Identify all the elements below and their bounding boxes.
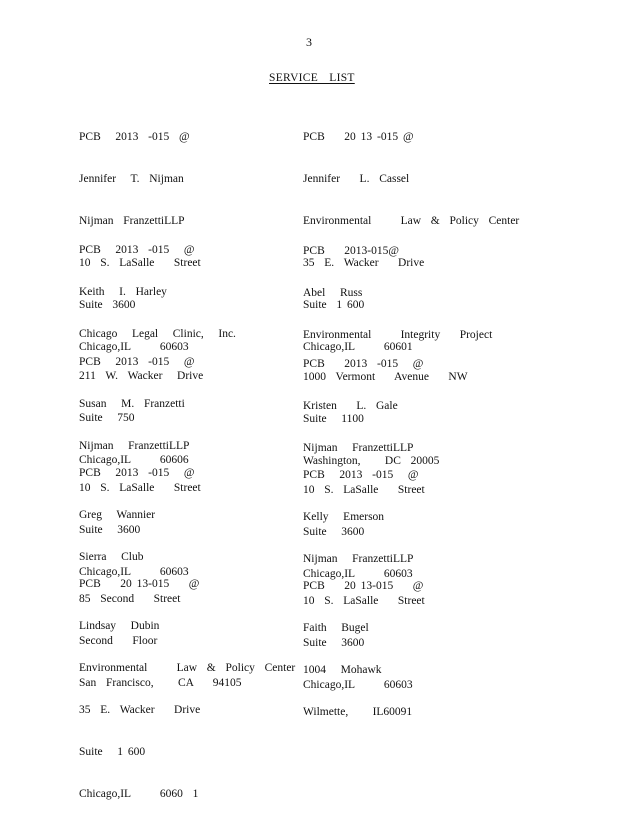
city-state-zip: Chicago,IL 60603 — [79, 566, 189, 578]
floor: Second Floor — [79, 635, 158, 647]
recipient-name: Jennifer T. Nijman — [79, 173, 184, 185]
recipient-name: Faith Bugel — [303, 622, 369, 634]
city-state-zip: Washington, DC 20005 — [303, 455, 440, 467]
organization: Environmental Integrity Project — [303, 329, 493, 341]
case-number: PCB 2013 -015 @ — [303, 469, 419, 481]
case-number: PCB 20 13-015 @ — [79, 578, 200, 590]
recipient-name: Keith I. Harley — [79, 286, 167, 298]
suite: Suite 3600 — [303, 526, 365, 538]
case-number: PCB 2013 -015 @ — [303, 358, 424, 370]
case-number: PCB 2013 -015 @ — [79, 467, 195, 479]
service-entry — [79, 549, 295, 815]
case-number: PCB 2013-015@ — [303, 245, 399, 257]
city-state-zip: Wilmette, IL60091 — [303, 706, 413, 718]
street-address: 10 S. LaSalle Street — [303, 595, 425, 607]
suite: Suite 1 600 — [79, 746, 146, 758]
service-list-heading: SERVICE LIST — [269, 72, 355, 84]
street-address: 35 E. Wacker Drive — [303, 257, 425, 269]
street-address: 1004 Mohawk — [303, 664, 382, 676]
organization: Nijman FranzettiLLP — [303, 442, 414, 454]
city-state-zip: Chicago,IL 60603 — [79, 341, 189, 353]
city-state-zip: San Francisco, CA 94105 — [79, 677, 242, 689]
recipient-name: Abel Russ — [303, 287, 363, 299]
suite: Suite 3600 — [79, 524, 141, 536]
organization: Environmental Law & Policy Center — [79, 662, 296, 674]
street-address: 211 W. Wacker Drive — [79, 370, 204, 382]
suite: Suite 3600 — [79, 299, 136, 311]
suite: Suite 1 600 — [303, 299, 365, 311]
street-address: 35 E. Wacker Drive — [79, 704, 201, 716]
street-address: 10 S. LaSalle Street — [303, 484, 425, 496]
recipient-name: Susan M. Franzetti — [79, 398, 185, 410]
case-number: PCB 2013 -015 @ — [79, 131, 190, 143]
organization: Nijman FranzettiLLP — [79, 440, 190, 452]
street-address: 10 S. LaSalle Street — [79, 257, 201, 269]
street-address: 10 S. LaSalle Street — [79, 482, 201, 494]
recipient-name: Kristen L. Gale — [303, 400, 398, 412]
page-number: 3 — [306, 35, 312, 49]
case-number: PCB 2013 -015 @ — [79, 244, 195, 256]
recipient-name: Lindsay Dubin — [79, 620, 160, 632]
case-number: PCB 20 13-015 @ — [303, 580, 424, 592]
recipient-name: Kelly Emerson — [303, 511, 385, 523]
suite: Suite 1100 — [303, 413, 364, 425]
city-state-zip: Chicago,IL 60606 — [79, 454, 189, 466]
city-state-zip: Chicago,IL 60603 — [303, 568, 413, 580]
case-number: PCB 2013 -015 @ — [79, 356, 195, 368]
suite: Suite 3600 — [303, 637, 365, 649]
suite: Suite 750 — [79, 412, 135, 424]
city-state-zip: Chicago,IL 60601 — [303, 341, 413, 353]
organization: Nijman FranzettiLLP — [303, 553, 414, 565]
organization: Nijman FranzettiLLP — [79, 215, 185, 227]
street-address: 1000 Vermont Avenue NW — [303, 371, 468, 383]
street-address: 85 Second Street — [79, 593, 181, 605]
organization: Environmental Law & Policy Center — [303, 215, 520, 227]
city-state-zip: Chicago,IL 6060 1 — [79, 788, 199, 800]
service-entry — [303, 551, 423, 733]
recipient-name: Greg Wannier — [79, 509, 156, 521]
organization: Chicago Legal Clinic, Inc. — [79, 328, 236, 340]
recipient-name: Jennifer L. Cassel — [303, 173, 410, 185]
city-state-zip: Chicago,IL 60603 — [303, 679, 413, 691]
organization: Sierra Club — [79, 551, 144, 563]
case-number: PCB 20 13 -015 @ — [303, 131, 414, 143]
